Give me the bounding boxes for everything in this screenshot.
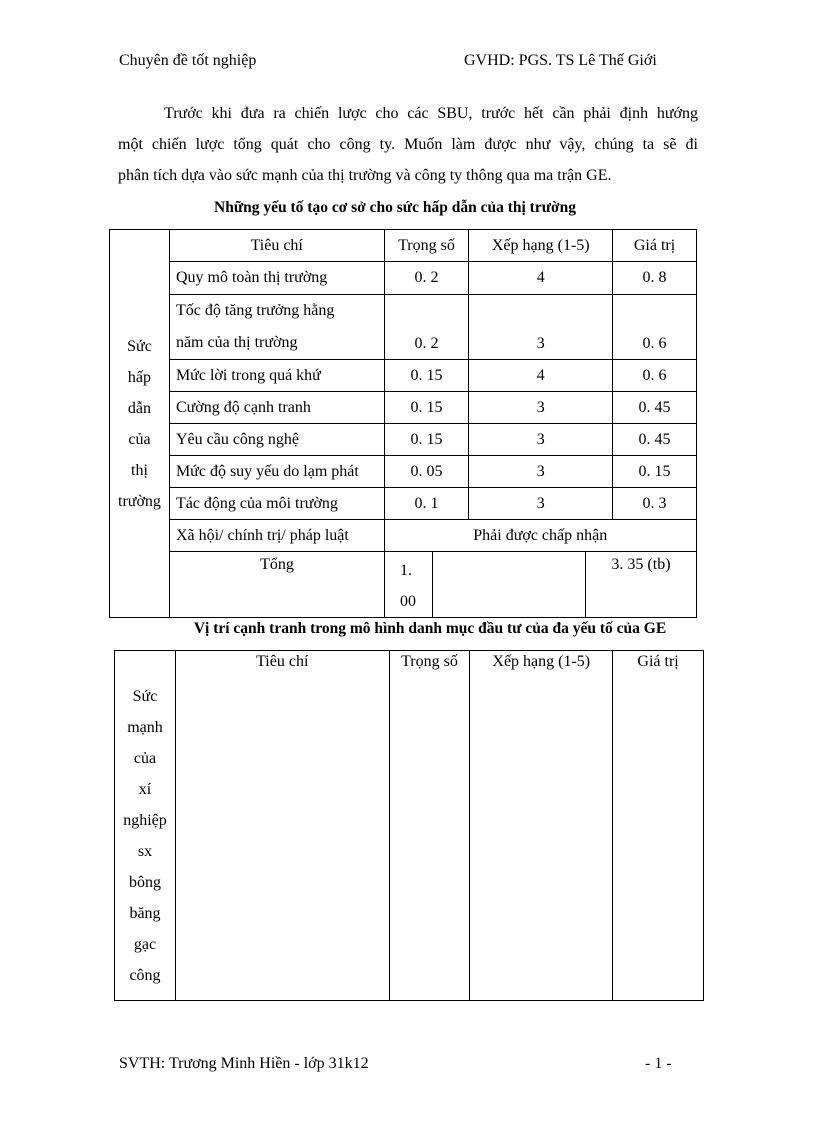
rank-cell: 3 [469, 392, 613, 424]
weight-cell: 0. 15 [384, 392, 469, 424]
total-value: 3. 35 (tb) [611, 556, 671, 573]
table-row [110, 424, 697, 456]
rank-cell: 3 [469, 456, 613, 488]
table1-title: Những yếu tố tạo cơ sở cho sức hấp dẫn của thị trường [214, 199, 576, 216]
rank-cell: 3 [469, 424, 613, 456]
intro-paragraph [118, 98, 698, 191]
table-row [110, 520, 697, 552]
value-cell: 0. 6 [613, 360, 697, 392]
table1-side-label: Sức hấp dẫn của thị trường [110, 230, 170, 618]
intro-line-2: một chiến lược tổng quát cho công ty. Muốn làm được như vậy, chúng ta sẽ đi [118, 136, 698, 153]
acceptance-note: Phải được chấp nhận [384, 520, 697, 552]
intro-line-1: Trước khi đưa ra chiến lược cho các SBU, trước hết cần phải định hướng [164, 105, 698, 122]
footer-left: SVTH: Trương Minh Hiền - lớp 31k12 [119, 1055, 369, 1072]
criteria-cell: Mức lời trong quá khứ [169, 360, 384, 392]
criteria-cell: Yêu cầu công nghệ [169, 424, 384, 456]
value-cell: 0. 3 [613, 488, 697, 520]
table2-header-rank: Xếp hạng (1-5) [470, 651, 613, 1001]
weight-cell: 0. 2 [384, 295, 469, 360]
market-attractiveness-table [109, 229, 697, 618]
value-cell: 0. 15 [613, 456, 697, 488]
table-row [110, 295, 697, 360]
table-row [110, 488, 697, 520]
table1-header-value: Giá trị [613, 230, 697, 262]
table-row [110, 262, 697, 295]
table2-header-weight: Trọng số [389, 651, 470, 1001]
weight-cell: 0. 2 [384, 262, 469, 295]
value-cell: 0. 8 [613, 262, 697, 295]
page-number: - 1 - [645, 1055, 672, 1072]
rank-cell: 4 [469, 262, 613, 295]
weight-cell: 0. 15 [384, 360, 469, 392]
weight-cell: 0. 15 [384, 424, 469, 456]
intro-line-3: phân tích dựa vào sức mạnh của thị trường và công ty thông qua ma trận GE. [118, 167, 612, 184]
weight-cell: 0. 05 [384, 456, 469, 488]
total-weight: 1. 00 [385, 552, 433, 617]
total-row [110, 552, 697, 618]
criteria-cell: Quy mô toàn thị trường [169, 262, 384, 295]
table2-header-value: Giá trị [613, 651, 704, 1001]
criteria-cell: Tác động của môi trường [169, 488, 384, 520]
table1-header-rank: Xếp hạng (1-5) [469, 230, 613, 262]
table1-header-weight: Trọng số [384, 230, 469, 262]
header-right: GVHD: PGS. TS Lê Thế Giới [464, 52, 657, 69]
rank-cell: 3 [469, 295, 613, 360]
criteria-cell: Tốc độ tăng trưởng hằng năm của thị trường [169, 295, 384, 360]
table2-side-label: Sức mạnh của xí nghiệp sx bông băng gạc công [115, 651, 176, 1001]
weight-cell: 0. 1 [384, 488, 469, 520]
criteria-cell: Cường độ cạnh tranh [169, 392, 384, 424]
value-cell: 0. 6 [613, 295, 697, 360]
competitive-position-table [114, 650, 704, 1001]
value-cell: 0. 45 [613, 424, 697, 456]
total-rank-empty [433, 552, 586, 617]
table-row [110, 456, 697, 488]
table2-title: Vị trí cạnh tranh trong mô hình danh mục đầu tư của đa yếu tố của GE [193, 620, 667, 637]
header-left: Chuyên đề tốt nghiệp [119, 52, 257, 69]
table1-header-criteria: Tiêu chí [169, 230, 384, 262]
table2-header-criteria: Tiêu chí [175, 651, 389, 1001]
value-cell: 0. 45 [613, 392, 697, 424]
rank-cell: 3 [469, 488, 613, 520]
total-label: Tổng [170, 552, 385, 617]
table-row [110, 360, 697, 392]
criteria-cell: Mức độ suy yếu do lạm phát [169, 456, 384, 488]
rank-cell: 4 [469, 360, 613, 392]
criteria-cell: Xã hội/ chính trị/ pháp luật [169, 520, 384, 552]
table-row [110, 392, 697, 424]
